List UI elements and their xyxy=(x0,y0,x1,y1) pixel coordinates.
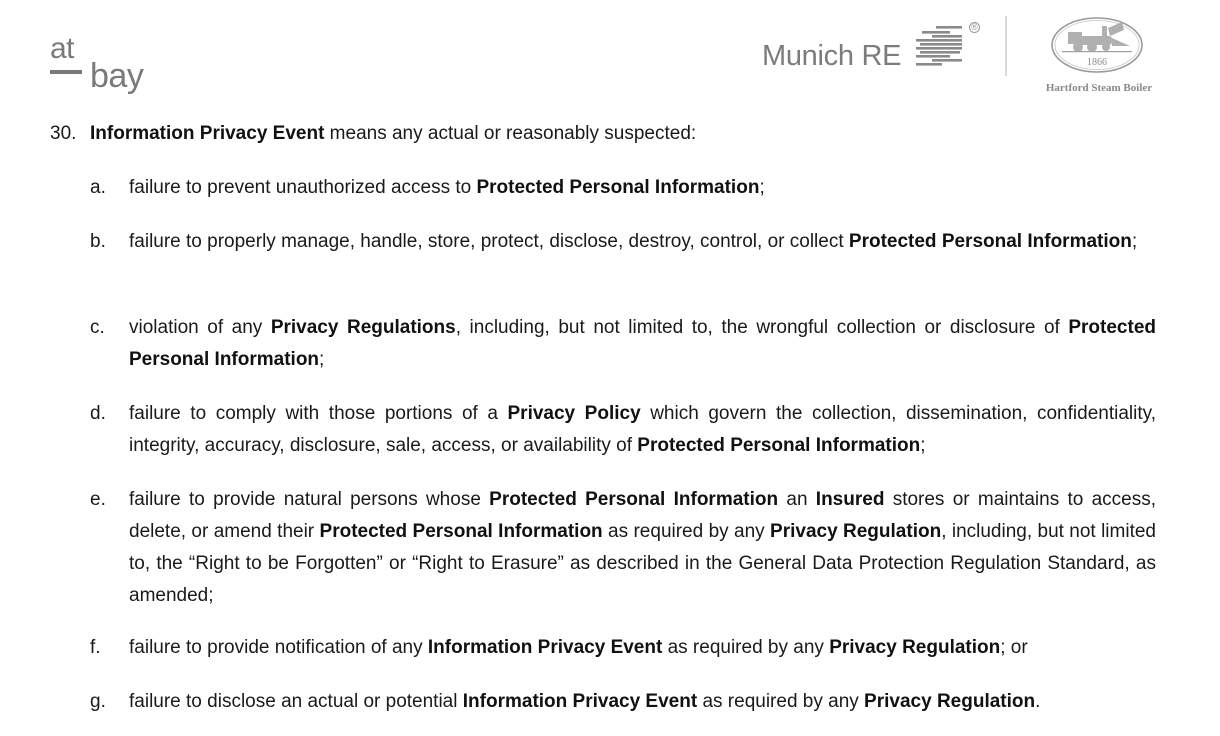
item-letter: b. xyxy=(90,231,106,252)
munich-re-wordmark: Munich RE xyxy=(762,40,902,72)
registered-mark: ® xyxy=(969,22,980,33)
item-letter: c. xyxy=(90,317,105,338)
hartford-steam-boiler-logo xyxy=(1036,14,1162,98)
at-bay-logo xyxy=(48,34,168,98)
item-text: failure to properly manage, handle, store, protect, disclose, destroy, control, or collect Protected Personal Information; xyxy=(129,231,1138,252)
item-letter: a. xyxy=(90,177,106,198)
list-item-e xyxy=(90,484,1156,612)
item-text: failure to provide natural persons whose Protected Personal Information an Insured stores or maintains to access, delete, or amend their Protected Personal Information as required by any Privacy Regulation, including, but not limited to, the “Right to be Forgotten” or “Right to Erasure” as described in the General Data Protection Regulation Standard, as amended; xyxy=(129,489,1156,606)
item-text: failure to disclose an actual or potential Information Privacy Event as required by any Privacy Regulation. xyxy=(129,691,1041,712)
clause-term: Information Privacy Event xyxy=(90,123,325,144)
at-bay-logo-underline xyxy=(50,70,82,74)
clause-intro: means any actual or reasonably suspected: xyxy=(324,123,697,144)
item-letter: d. xyxy=(90,403,106,424)
item-text: violation of any Privacy Regulations, including, but not limited to, the wrongful collection or disclosure of Protected Personal Information; xyxy=(129,317,1156,370)
list-item-a xyxy=(90,172,1156,204)
hartford-steam-boiler-caption: Hartford Steam Boiler xyxy=(1045,82,1153,94)
item-letter: f. xyxy=(90,637,101,658)
list-item-f xyxy=(90,632,1156,664)
clause-number: 30. xyxy=(50,123,77,144)
item-text: failure to comply with those portions of a Privacy Policy which govern the collection, dissemination, confidentiality, integrity, accuracy, disclosure, sale, access, or availability of Protected Personal Information; xyxy=(129,403,1156,456)
clause-heading xyxy=(50,118,696,150)
locomotive-emblem-icon xyxy=(1050,16,1144,74)
list-item-b xyxy=(90,226,1156,258)
item-text: failure to provide notification of any Information Privacy Event as required by any Privacy Regulation; or xyxy=(129,637,1028,658)
item-letter: g. xyxy=(90,691,106,712)
at-bay-logo-bay: bay xyxy=(90,57,144,95)
list-item-d xyxy=(90,398,1156,462)
svg-text:1866: 1866 xyxy=(1087,57,1107,68)
logo-divider xyxy=(1005,16,1007,76)
munich-re-stripes-icon xyxy=(914,24,964,74)
item-text: failure to prevent unauthorized access to Protected Personal Information; xyxy=(129,177,765,198)
at-bay-logo-at: at xyxy=(50,32,75,65)
list-item-g xyxy=(90,686,1156,718)
item-letter: e. xyxy=(90,489,106,510)
list-item-c xyxy=(90,312,1156,376)
